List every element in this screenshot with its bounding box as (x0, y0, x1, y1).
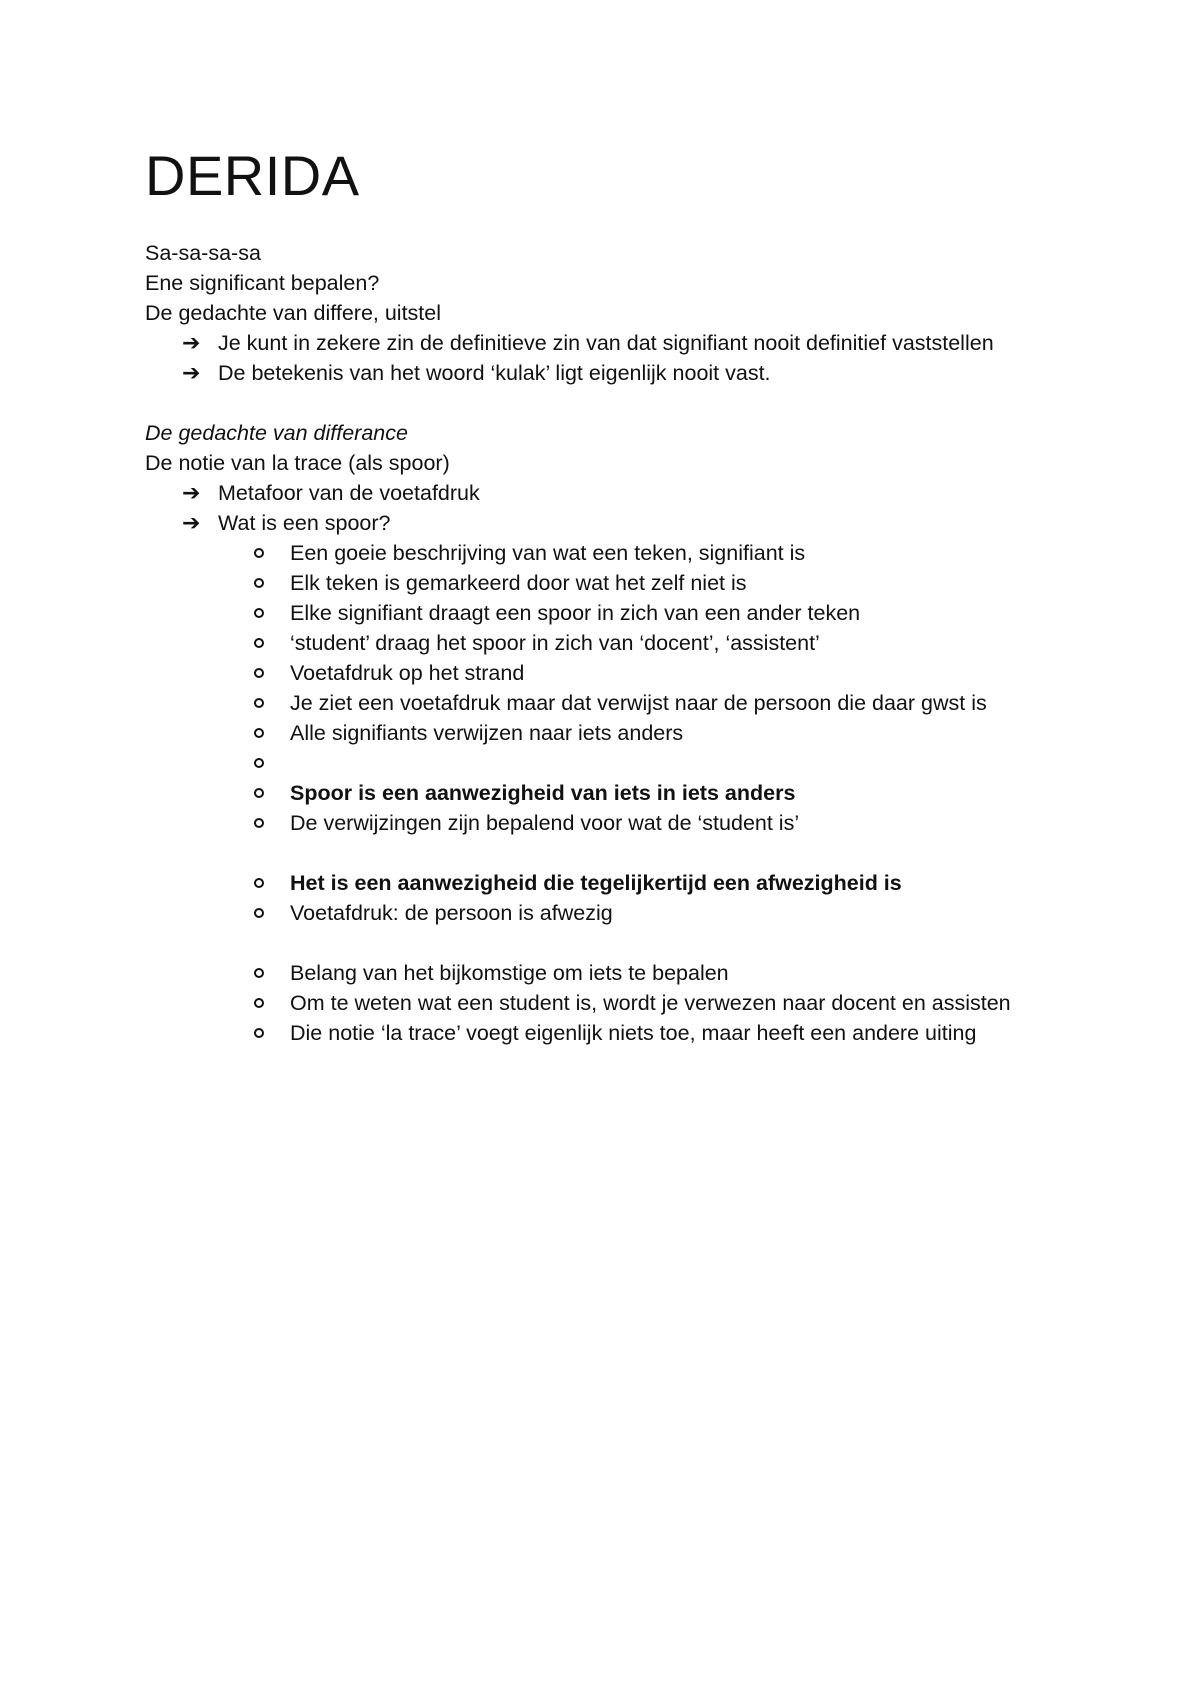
bullet-item-text: Het is een aanwezigheid die tegelijkertijd een afwezigheid is (290, 871, 902, 895)
bullet-item (145, 568, 1145, 598)
bullet-item (145, 868, 1145, 898)
hollow-circle-bullet-icon (254, 698, 264, 708)
intro-line: Sa-sa-sa-sa (145, 241, 261, 265)
bullet-item (145, 538, 1145, 568)
arrow-right-icon: ➔ (182, 510, 201, 535)
bullet-item (145, 688, 1145, 718)
bullet-item (145, 598, 1145, 628)
hollow-circle-bullet-icon (254, 908, 264, 918)
arrow-list-item (145, 478, 1145, 508)
bullet-item (145, 988, 1145, 1018)
hollow-circle-bullet-icon (254, 788, 264, 798)
arrow-right-icon: ➔ (182, 330, 201, 355)
hollow-circle-bullet-icon (254, 1028, 264, 1038)
page-title: DERIDA (145, 144, 360, 207)
arrow-list-item-text: Wat is een spoor? (218, 511, 391, 535)
hollow-circle-bullet-icon (254, 818, 264, 828)
bullet-item (145, 778, 1145, 808)
intro-line: De gedachte van differe, uitstel (145, 301, 442, 325)
bullet-item-text: ‘student’ draag het spoor in zich van ‘docent’, ‘assistent’ (290, 631, 820, 655)
bullet-item-text: Belang van het bijkomstige om iets te bepalen (290, 961, 729, 985)
hollow-circle-bullet-icon (254, 578, 264, 588)
arrow-list-item-text: Je kunt in zekere zin de definitieve zin van dat signifiant nooit definitief vaststellen (218, 331, 994, 355)
section-heading: De gedachte van differance (145, 421, 408, 445)
hollow-circle-bullet-icon (254, 968, 264, 978)
hollow-circle-bullet-icon (254, 878, 264, 888)
bullet-item-text: Voetafdruk op het strand (290, 661, 525, 685)
spacer (145, 388, 1145, 418)
bullet-item (145, 1018, 1145, 1048)
arrow-list-item (145, 358, 1145, 388)
bullet-item (145, 808, 1145, 838)
arrow-right-icon: ➔ (182, 480, 201, 505)
bullet-item-text: Die notie ‘la trace’ voegt eigenlijk niets toe, maar heeft een andere uiting (290, 1021, 977, 1045)
arrow-list-item (145, 508, 1145, 538)
spacer (145, 838, 1145, 868)
bullet-item-text: Om te weten wat een student is, wordt je verwezen naar docent en assisten (290, 991, 1011, 1015)
arrow-list-item-text: De betekenis van het woord ‘kulak’ ligt eigenlijk nooit vast. (218, 361, 771, 385)
bullet-item-text: Spoor is een aanwezigheid van iets in iets anders (290, 781, 796, 805)
hollow-circle-bullet-icon (254, 548, 264, 558)
hollow-circle-bullet-icon (254, 638, 264, 648)
bullet-item-text: Een goeie beschrijving van wat een teken, signifiant is (290, 541, 806, 565)
bullet-item-text: Alle signifiants verwijzen naar iets anders (290, 721, 684, 745)
bullet-item-text: Elke signifiant draagt een spoor in zich van een ander teken (290, 601, 861, 625)
bullet-item (145, 958, 1145, 988)
bullet-item (145, 898, 1145, 928)
bullet-item-text: Elk teken is gemarkeerd door wat het zelf niet is (290, 571, 747, 595)
bullet-item (145, 658, 1145, 688)
bullet-item (145, 628, 1145, 658)
hollow-circle-bullet-icon (254, 758, 264, 768)
hollow-circle-bullet-icon (254, 668, 264, 678)
intro-line: Ene significant bepalen? (145, 271, 380, 295)
hollow-circle-bullet-icon (254, 998, 264, 1008)
arrow-right-icon: ➔ (182, 360, 201, 385)
spacer (145, 928, 1145, 958)
hollow-circle-bullet-icon (254, 728, 264, 738)
bullet-item-text: Voetafdruk: de persoon is afwezig (290, 901, 613, 925)
hollow-circle-bullet-icon (254, 608, 264, 618)
bullet-item (145, 718, 1145, 748)
section-line: De notie van la trace (als spoor) (145, 451, 450, 475)
bullet-item-empty (145, 748, 1145, 778)
arrow-list-item (145, 328, 1145, 358)
arrow-list-item-text: Metafoor van de voetafdruk (218, 481, 480, 505)
bullet-item-text: Je ziet een voetafdruk maar dat verwijst naar de persoon die daar gwst is (290, 691, 987, 715)
document-body (145, 238, 1145, 1048)
bullet-item-text: De verwijzingen zijn bepalend voor wat de ‘student is’ (290, 811, 800, 835)
